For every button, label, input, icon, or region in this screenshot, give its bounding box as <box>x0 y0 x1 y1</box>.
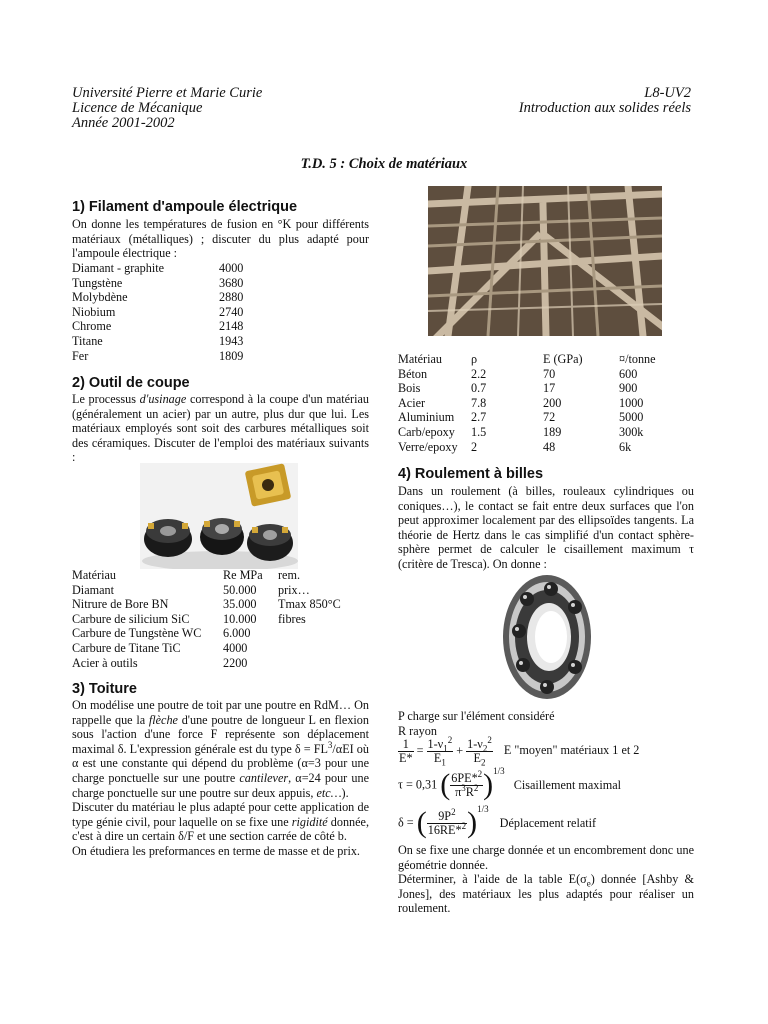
page-title: T.D. 5 : Choix de matériaux <box>300 156 468 172</box>
table-row <box>72 290 243 305</box>
melting-temperature: 2880 <box>219 290 244 305</box>
table-row: Aluminium 2.7 72 5000 <box>398 410 644 425</box>
table-row <box>72 334 243 349</box>
cutting-materials-table <box>72 568 341 670</box>
university-name: Université Pierre et Marie Curie <box>72 85 263 101</box>
melting-temperature-table <box>72 261 243 363</box>
melting-temperature: 1809 <box>219 348 244 363</box>
table-row <box>72 305 243 320</box>
table-row: Carbure de silicium SiC 10.000 fibres <box>72 611 306 626</box>
column-header: Re MPa <box>223 568 263 582</box>
section-1-intro: On donne les températures de fusion en °K pour différents matériaux (métalliques) ; discuter du plus adapté pour l'ampoule électrique : <box>72 217 369 261</box>
header-right <box>519 86 691 116</box>
section-3-text <box>72 698 369 859</box>
column-header: E (GPa) <box>543 352 583 366</box>
roof-photo <box>428 186 662 336</box>
ball-bearing-photo <box>497 571 593 703</box>
section-1-heading: 1) Filament d'ampoule électrique <box>72 199 298 215</box>
course-title: Introduction aux solides réels <box>518 100 691 116</box>
shear-stress-formula: τ = 0,31 ( $\frac{6PE*^2}{\pi^3R^2}$ )$^{1/3}$ Cisaillement maximal <box>398 765 622 801</box>
table-row <box>72 261 243 276</box>
melting-temperature: 2148 <box>219 319 244 334</box>
table-row <box>72 276 243 291</box>
material-name: Fer <box>72 348 89 363</box>
table-row: Béton 2.2 70 600 <box>398 366 638 381</box>
cutting-tools-photo <box>140 463 298 569</box>
table-row: Carbure de Tungstène WC 6.000 <box>72 626 251 641</box>
section-4-conclusion <box>398 843 694 916</box>
material-name: Tungstène <box>72 275 123 290</box>
table-row <box>72 319 243 334</box>
academic-year: Année 2001-2002 <box>72 115 175 131</box>
table-row: Nitrure de Bore BN 35.000 Tmax 850°C <box>72 597 341 612</box>
section-2-paragraph: Le processus d'usinage correspond à la coupe d'un matériau (généralement un acier) par un autre, plus dur que lui. Les matériaux employés sont soit des carbures métalliques soit des céramiques. Discuter de l'emploi des matériaux suivants : <box>72 392 369 465</box>
table-row: Verre/epoxy 2 48 6k <box>398 439 632 454</box>
section-4-paragraph-3: Déterminer, à l'aide de la table $E(\sigma_e)$ donnée [Ashby & Jones], des matériaux les plus adaptés pour réaliser un roulement. <box>398 872 694 916</box>
course-code: L8-UV2 <box>644 85 691 101</box>
table-row <box>72 349 243 364</box>
material-name: Diamant - graphite <box>72 261 165 275</box>
melting-temperature: 3680 <box>219 275 244 290</box>
materials-table <box>398 352 656 454</box>
roof-timber-image <box>428 186 662 336</box>
melting-temperature: 1943 <box>219 333 244 348</box>
load-definition: P charge sur l'élément considéré <box>398 709 555 723</box>
section-4-paragraph: Dans un roulement (à billes, rouleaux cylindriques ou coniques…), le contact se fait entre deux surfaces que l'on peut approximer localement par des ellipsoïdes tangents. La théorie de Hertz dans le cas simplifié d'un contact sphère-sphère permet de calculer le cisaillement maximum τ (critère de Tresca). On donne : <box>398 484 694 571</box>
melting-temperature: 4000 <box>219 261 244 275</box>
table-header <box>72 568 341 583</box>
section-2-heading: 2) Outil de coupe <box>72 375 190 391</box>
radius-definition: R rayon <box>398 724 437 738</box>
column-header: rem. <box>278 568 300 582</box>
section-4-paragraph-2: On se fixe une charge donnée et un encombrement donc une géométrie donnée. <box>398 843 694 872</box>
table-row: Acier à outils 2200 <box>72 655 248 670</box>
section-3-paragraph-3: On étudiera les preformances en terme de masse et de prix. <box>72 843 360 858</box>
section-3-paragraph-1: On modélise une poutre de toit par une poutre en RdM… On rappelle que la flèche d'une poutre de longueur L en flexion sous l'action d'une force F représente son déplacement maximal δ. L'expression générale est du type $\delta = FL^3$/αEI où α est une constante qui dépend du problème (α=3 pour une charge ponctuelle sur une poutre cantilever, α=24 pour une charge ponctuelle sur une poutre sur deux appuis, etc…). <box>72 698 369 800</box>
table-row: Bois 0.7 17 900 <box>398 381 638 396</box>
section-4-heading: 4) Roulement à billes <box>398 466 544 482</box>
melting-temperature: 2740 <box>219 304 244 319</box>
material-name: Molybdène <box>72 290 128 305</box>
material-name: Chrome <box>72 319 112 334</box>
column-header: ¤/tonne <box>619 352 656 366</box>
section-3-paragraph-2: Discuter du matériau le plus adapté pour cette application de type génie civil, pour laquelle on se fixe une rigidité donnée, c'est à dire un certain δ/F et une section carrée de côté b. <box>72 800 369 844</box>
table-header <box>398 352 656 367</box>
column-header: ρ <box>471 352 478 366</box>
displacement-formula: δ = ( $\frac{9P^2}{16RE*^2}$ )$^{1/3}$ Déplacement relatif <box>398 803 597 839</box>
section-3-heading: 3) Toiture <box>72 681 137 697</box>
column-header: Matériau <box>398 352 442 366</box>
degree-name: Licence de Mécanique <box>72 100 203 116</box>
material-name: Niobium <box>72 304 116 319</box>
modulus-formula: $\frac{1}{E*}$ = $\frac{1-\nu_1^2}{E_1}$ + $\frac{1-\nu_2^2}{E_2}$ E "moyen" matériaux 1 et 2 <box>399 734 640 768</box>
header-left <box>72 86 262 131</box>
milling-cutters-image <box>140 463 298 569</box>
ball-bearing-image <box>497 571 593 703</box>
column-header: Matériau <box>72 568 116 582</box>
table-row: Acier 7.8 200 1000 <box>398 395 644 410</box>
table-row: Carbure de Titane TiC 4000 <box>72 640 248 655</box>
table-row: Carb/epoxy 1.5 189 300k <box>398 424 644 439</box>
material-name: Titane <box>72 333 103 348</box>
table-row: Diamant 50.000 prix… <box>72 582 310 597</box>
